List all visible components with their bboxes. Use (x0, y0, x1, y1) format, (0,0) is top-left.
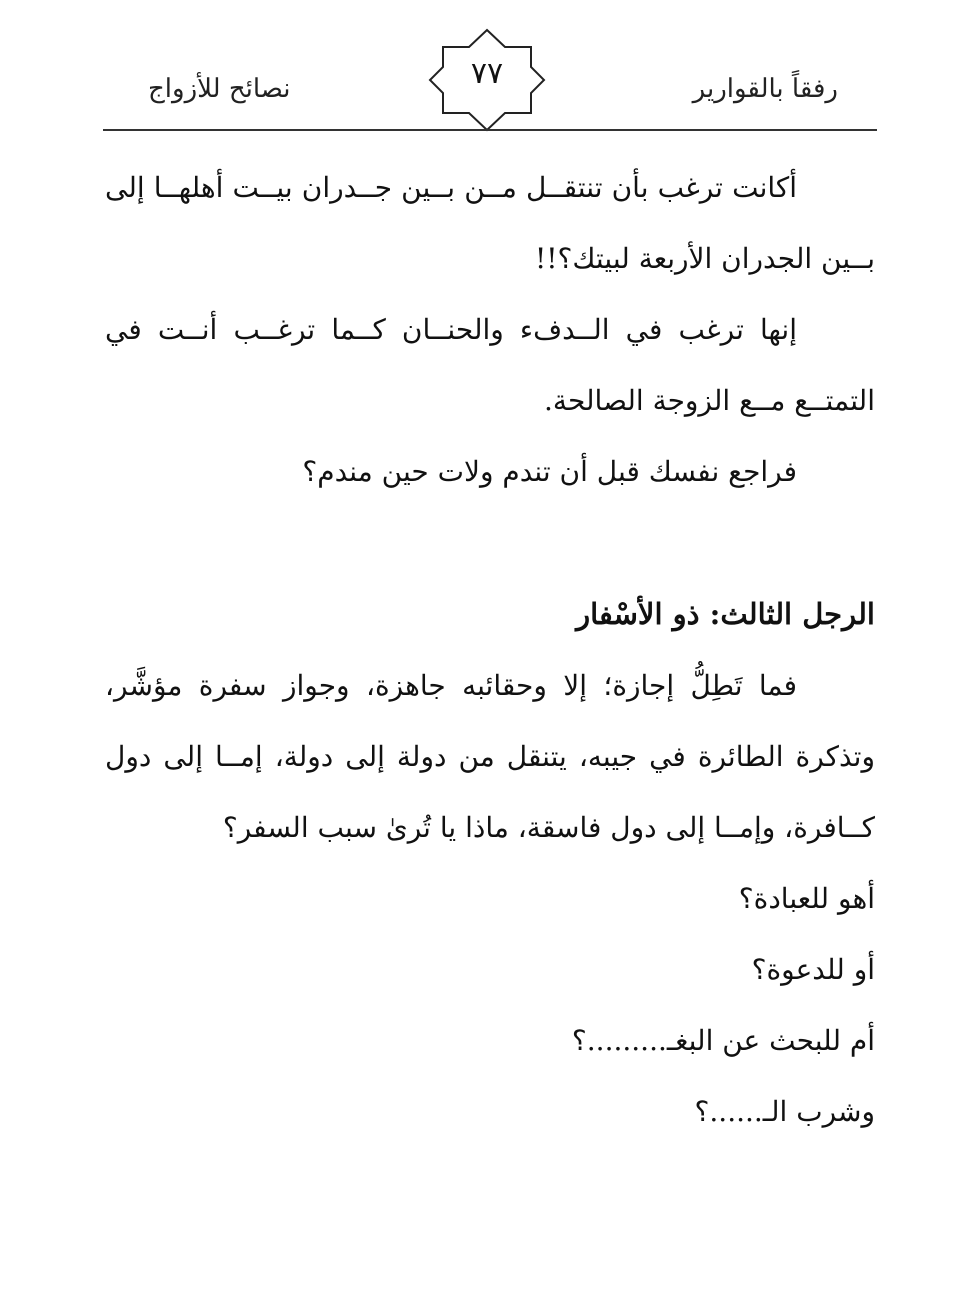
page-number: ٧٧ (470, 56, 504, 91)
section-paragraph: فما تَطِلُّ إجازة؛ إلا وحقائبه جاهزة، وجواز سفرة مؤشَّر، وتذكرة الطائرة في جيبه، يتنقل من دولة إلى دولة، إمــا إلى دول كــافرة، وإمــا إلى دول فاسقة، ماذا يا تُرىٰ سبب السفر؟ (105, 669, 875, 844)
question-line: أهو للعبادة؟ (738, 882, 875, 915)
body-paragraph: فراجع نفسك قبل أن تندم ولات حين مندم؟ (302, 455, 797, 488)
question-line: أم للبحث عن البغـ.........؟ (571, 1024, 875, 1057)
header-rule (103, 129, 877, 131)
page-body (105, 152, 875, 1147)
book-title: رفقاً بالقوارير (692, 74, 838, 104)
question-line: وشرب الـ......؟ (694, 1095, 875, 1128)
page-number-badge (428, 28, 546, 132)
chapter-title: نصائح للأزواج (148, 74, 291, 104)
question-line: أو للدعوة؟ (751, 953, 875, 986)
section-heading: الرجل الثالث: ذو الأسْفار (576, 597, 875, 631)
section-spacer (105, 507, 875, 579)
page-header (0, 0, 980, 140)
body-paragraph: أكانت ترغب بأن تنتقــل مــن بــين جــدران بيــت أهلهــا إلى بــين الجدران الأربعة لبيتك؟!! (105, 171, 875, 275)
body-paragraph: إنها ترغب في الــدفء والحنــان كــما ترغــب أنــت في التمتــع مــع الزوجة الصالحة. (105, 313, 875, 417)
